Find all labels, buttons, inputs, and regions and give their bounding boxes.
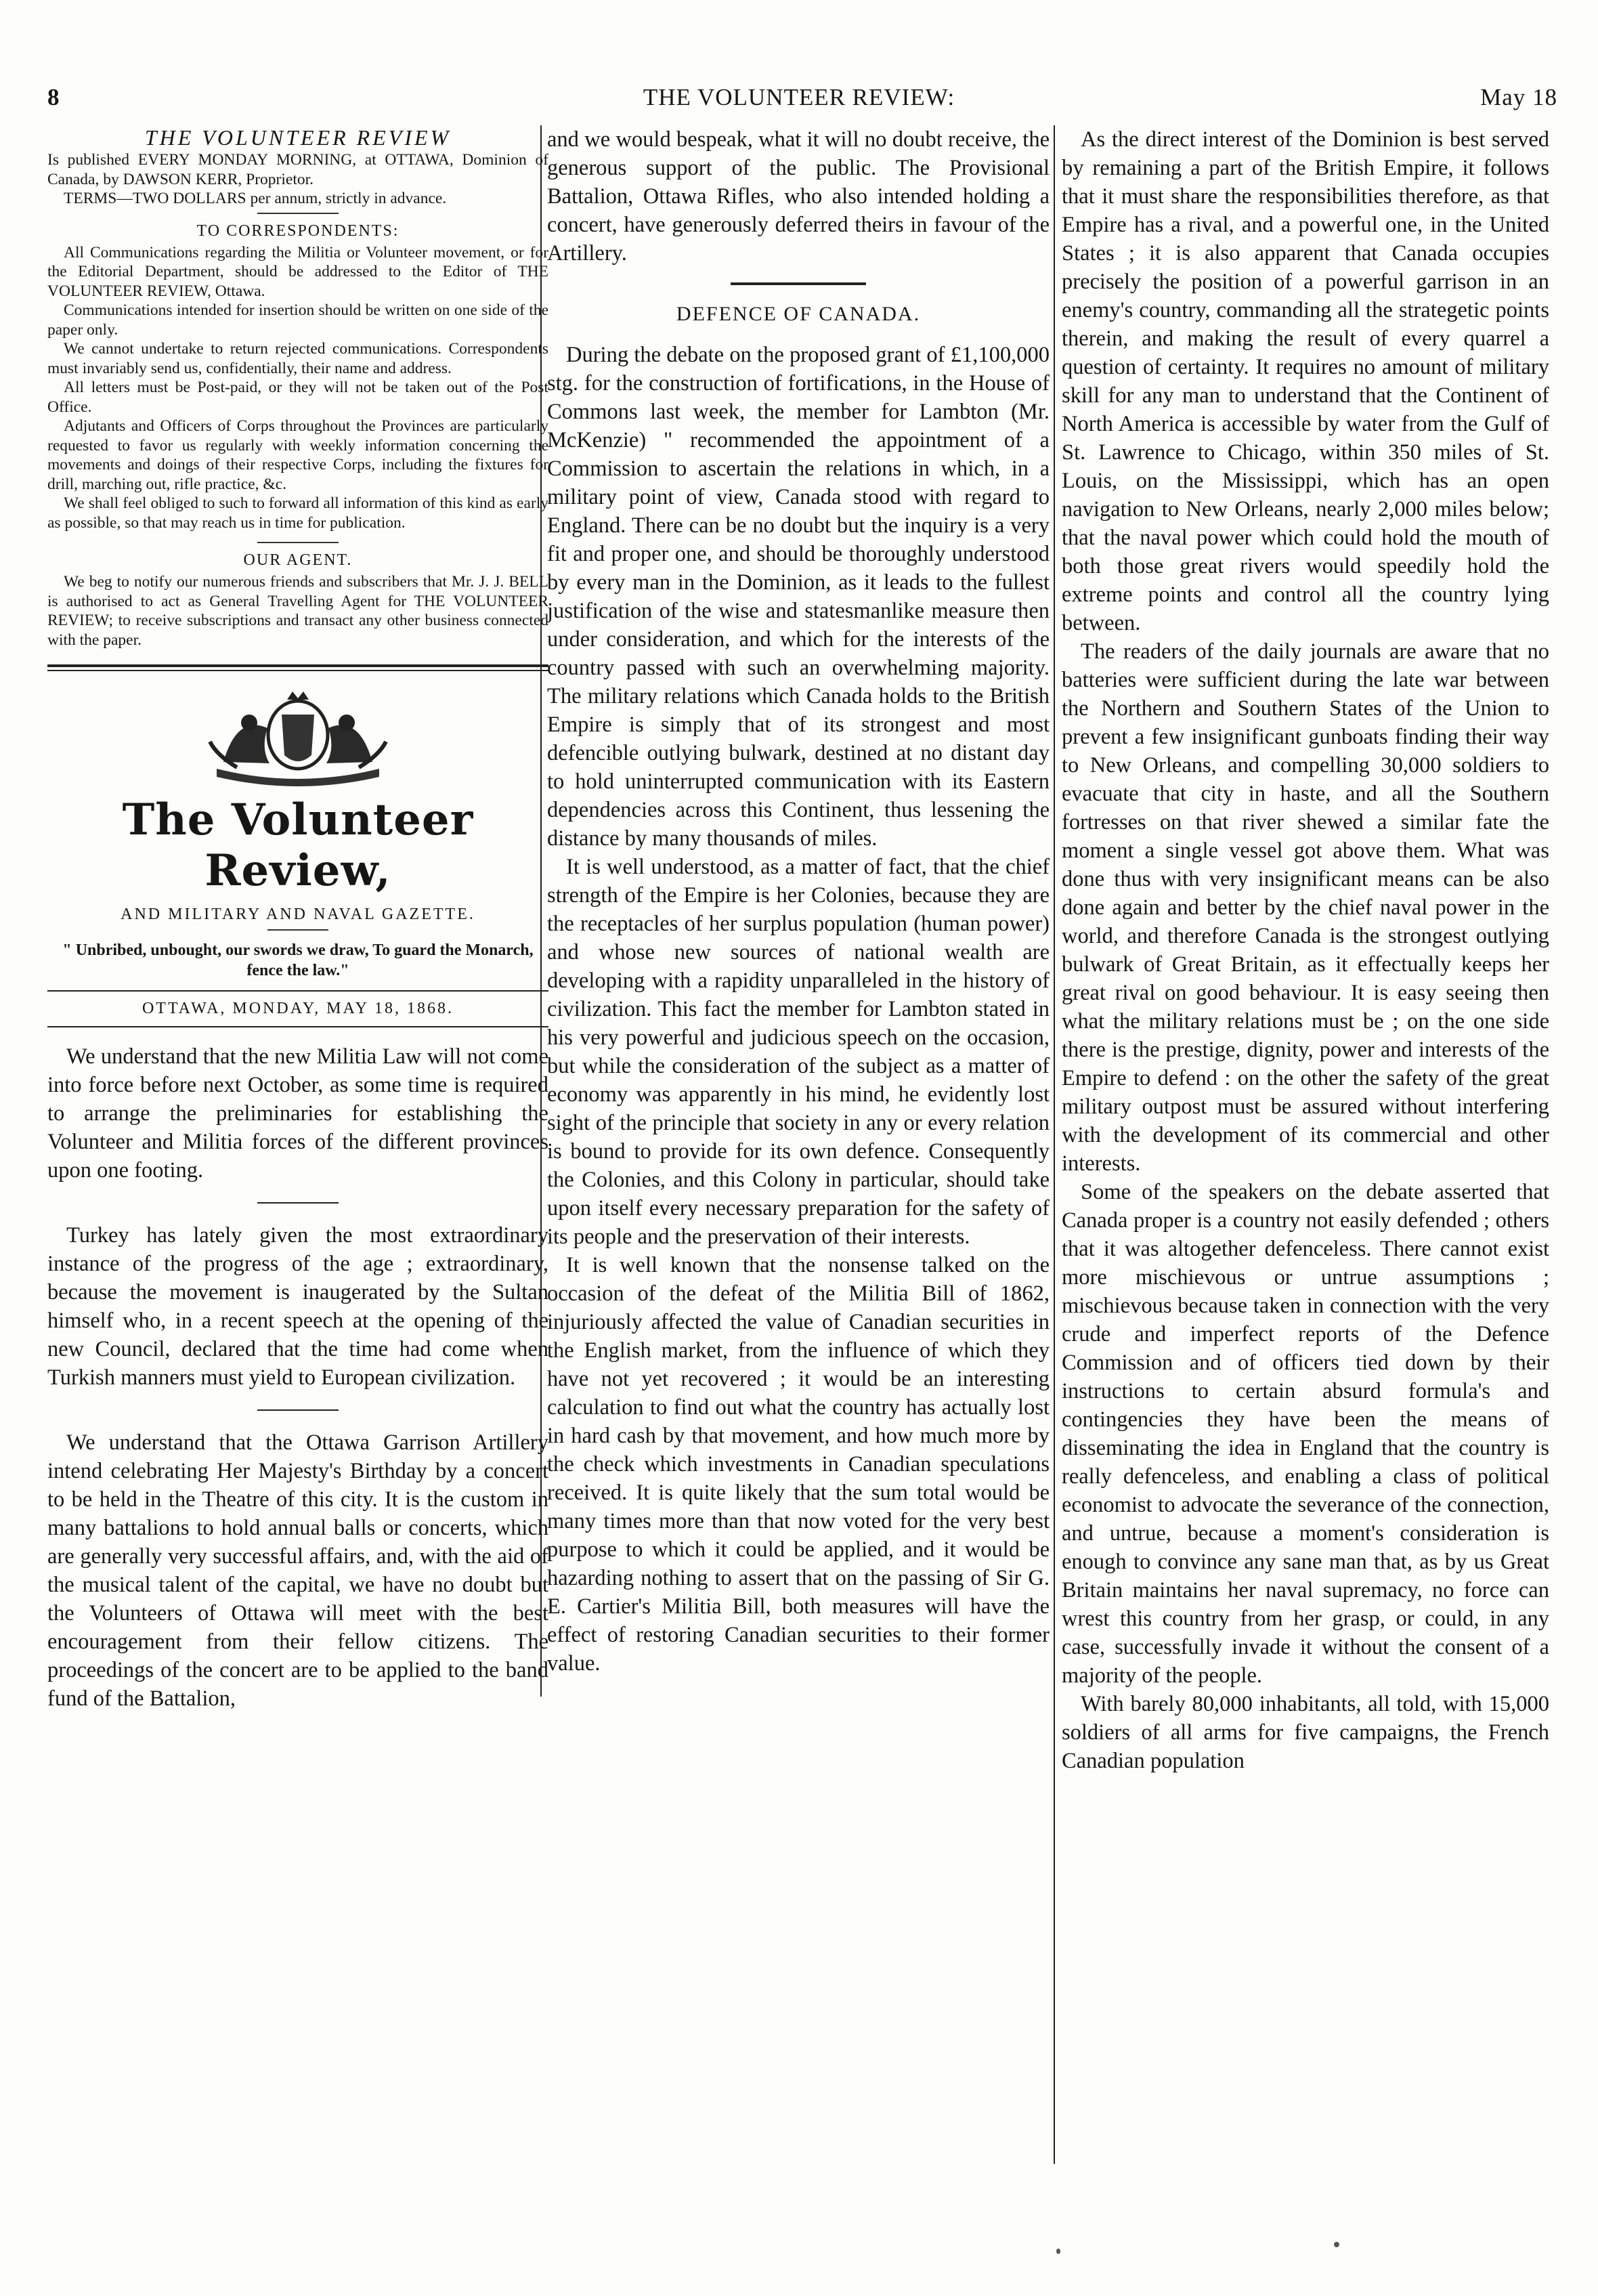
agent-notice: We beg to notify our numerous friends and subscribers that Mr. J. J. BELL is authorised to act as General Travelling Agent for THE VOLUNTEER REVIEW; to receive subscriptions and transact any other business connected with the paper. [47,573,548,649]
divider [267,929,328,931]
rule [47,1026,548,1027]
page-number: 8 [47,84,60,110]
gazette-line: AND MILITARY AND NAVAL GAZETTE. [121,906,475,923]
correspondents-para: All Communications regarding the Militia or Volunteer movement, or for the Editorial Department, should be addressed to the Editor of THE VOLUNTEER REVIEW, Ottawa. [47,243,548,300]
editorial-paragraph: We understand that the new Militia Law will not come into force before next October, as some time is required to arrange the preliminaries for establishing the Volunteer and Militia forces of the different provinces upon one footing. [47,1044,548,1183]
correspondents-para: All letters must be Post-paid, or they will not be taken out of the Post Office. [47,379,548,416]
divider [731,282,866,285]
divider [257,542,339,543]
correspondents-para: We shall feel obliged to such to forward all information of this kind as early as possible, so that may reach us in time for publication. [47,494,548,532]
correspondents-para: Adjutants and Officers of Corps throughout the Provinces are particularly requested to favor us regularly with weekly information concerning the movements and doings of their respective Corps, including the fixtures for drill, marching out, rifle practice, &c. [47,417,548,493]
column-2 [547,125,1050,1678]
correspondents-heading: TO CORRESPONDENTS: [196,221,400,240]
ink-speck [1334,2242,1339,2247]
paper-title: The Volunteer Review, [122,794,474,896]
continuation-paragraph: and we would bespeak, what it will no doubt receive, the generous support of the public. The Provisional Battalion, Ottawa Rifles, who also intended holding a concert, have generously deferred theirs in favour of the Artillery. [547,127,1050,265]
article-paragraph: It is well understood, as a matter of fact, that the chief strength of the Empire is her Colonies, because they are the receptacles of her surplus population (human power) and whose new sources of national wealth are developing with a rapidity unparalleled in the history of civilization. This fact the member for Lambton stated in his very powerful and judicious speech on the occasion, but while the consideration of the subject as a matter of economy was apparently in his mind, he evidently lost sight of the principle that society in any or every relation is bound to provide for its own defence. Consequently the Colonies, and this Colony in particular, should take upon itself every necessary preparation for the safety of its people and the preservation of their interests. [547,855,1050,1249]
divider [257,1409,339,1411]
motto: " Unbribed, unbought, our swords we draw, To guard the Monarch, fence the law." [62,941,534,979]
agent-heading: OUR AGENT. [243,551,353,569]
royal-arms-icon [196,687,400,789]
rule [47,990,548,992]
article-paragraph: With barely 80,000 inhabitants, all told, with 15,000 soldiers of all arms for five campaigns, the French Canadian population [1062,1692,1549,1773]
column-rule-2 [1054,125,1055,2164]
section-title: DEFENCE OF CANADA. [676,303,921,325]
terms-notice: TERMS—TWO DOLLARS per annum, strictly in advance. [64,190,447,207]
running-title: THE VOLUNTEER REVIEW: [643,84,955,110]
masthead-title: THE VOLUNTEER REVIEW [144,125,452,150]
article-paragraph: The readers of the daily journals are aware that no batteries were sufficient during the late war between the Northern and Southern States of the Union to prevent a few insignificant gunboats finding their way to New Orleans, and compelling 30,000 soldiers to evacuate that city in haste, and all the Southern fortresses on that river shewed a similar fate the moment a single vessel got above them. What was done thus with very insignificant means can be also done again and better by the chief naval power in the world, and therefore Canada is the strongest outlying bulwark of Great Britain, as it effectually keeps her great rival on good behaviour. It is easy seeing then what the military relations must be ; on the one side there is the prestige, dignity, power and interests of the Empire to defend : on the other the safety of the great military outpost must be assured without interfering with the development of its commercial and other interests. [1062,639,1549,1176]
page-header [0,84,1598,125]
divider [257,213,339,214]
article-paragraph: As the direct interest of the Dominion is best served by remaining a part of the British Empire, it follows that it must share the responsibilities therefore, as that Empire has a rival, and a powerful one, in the United States ; it is also apparent that Canada occupies precisely the position of a powerful garrison in an enemy's country, commanding all the strategetic points therein, and making the result of every quarrel a question of certainty. It requires no amount of military skill for any man to understand that the Continent of North America is accessible by water from the Gulf of St. Lawrence to Chicago, within 350 miles of St. Louis, on the Mississippi, which has an open navigation to New Orleans, nearly 2,000 miles below; that the naval power which could hold the mouth of both those great rivers would speedily hold the extreme points and control all the country lying between. [1062,127,1549,635]
double-rule [47,664,548,671]
divider [257,1202,339,1204]
article-paragraph: During the debate on the proposed grant of £1,100,000 stg. for the construction of fortifications, in the House of Commons last week, the member for Lambton (Mr. McKenzie) " recommended the appointment of a Commission to ascertain the relations in which, in a military point of view, Canada stood with regard to England. There can be no doubt but the inquiry is a very fit and proper one, and should be thoroughly understood by every man in the Dominion, as it leads to the fullest justification of the wise and statesmanlike measure then under consideration, and which for the interests of the country passed with such an overwhelming majority. The military relations which Canada holds to the British Empire is simply that of its strongest and most defencible outlying bulwark, destined at no distant day to hold uninterrupted communication with its Eastern dependencies across this Continent, thus lessening the distance by many thousands of miles. [547,343,1050,851]
column-1 [47,125,548,1713]
article-paragraph: Some of the speakers on the debate asserted that Canada proper is a country not easily defended ; others that it was altogether defenceless. There cannot exist more mischievous or untrue assumptions ; mischievous because taken in connection with the very crude and imperfect reports of the Defence Commission and of officers tied down by their instructions to certain absurd formula's and contingencies they have been the means of disseminating the idea in England that the country is really defenceless, and enabling a class of political economist to advocate the severance of the connection, and untrue, because a moment's consideration is enough to convince any sane man that, as by us Great Britain maintains her naval supremacy, no force can wrest this country from her grasp, or could, in any case, successfully invade it without the consent of a majority of the people. [1062,1180,1549,1688]
article-paragraph: It is well known that the nonsense talked on the occasion of the defeat of the Militia Bill of 1862, injuriously affected the value of Canadian securities in the English market, from the influence of which they have not yet recovered ; it would be an interesting calculation to find out what the country has actually lost in hard cash by that movement, and how much more by the check which investments in Canadian speculations received. It is quite likely that the sum total would be many times more than that now voted for the very best purpose to which it could be applied, and it would be hazarding nothing to assert that on the passing of Sir G. E. Cartier's Militia Bill, both measures will have the effect of restoring Canadian securities to their former value. [547,1253,1050,1676]
editorial-paragraph: Turkey has lately given the most extraordinary instance of the progress of the age ; extraordinary, because the movement is inaugerated by the Sultan himself who, in a recent speech at the opening of the new Council, declared that the time had come when Turkish manners must yield to European civilization. [47,1223,548,1390]
correspondents-para: Communications intended for insertion should be written on one side of the paper only. [47,301,548,339]
ink-speck [1056,2249,1060,2254]
publication-notice: Is published EVERY MONDAY MORNING, at OTTAWA, Dominion of Canada, by DAWSON KERR, Proprietor. [47,151,548,188]
header-date: May 18 [1480,84,1557,110]
editorial-paragraph: We understand that the Ottawa Garrison Artillery intend celebrating Her Majesty's Birthday by a concert to be held in the Theatre of this city. It is the custom in many battalions to hold annual balls or concerts, which are generally very successful affairs, and, with the aid of the musical talent of the capital, we have no doubt but the Volunteers of Ottawa will meet with the best encouragement from their fellow citizens. The proceedings of the concert are to be applied to the band fund of the Battalion, [47,1430,548,1711]
correspondents-para: We cannot undertake to return rejected communications. Correspondents must invariably send us, confidentially, their name and address. [47,340,548,377]
column-3 [1062,125,1549,1775]
dateline: OTTAWA, MONDAY, MAY 18, 1868. [142,1000,454,1017]
